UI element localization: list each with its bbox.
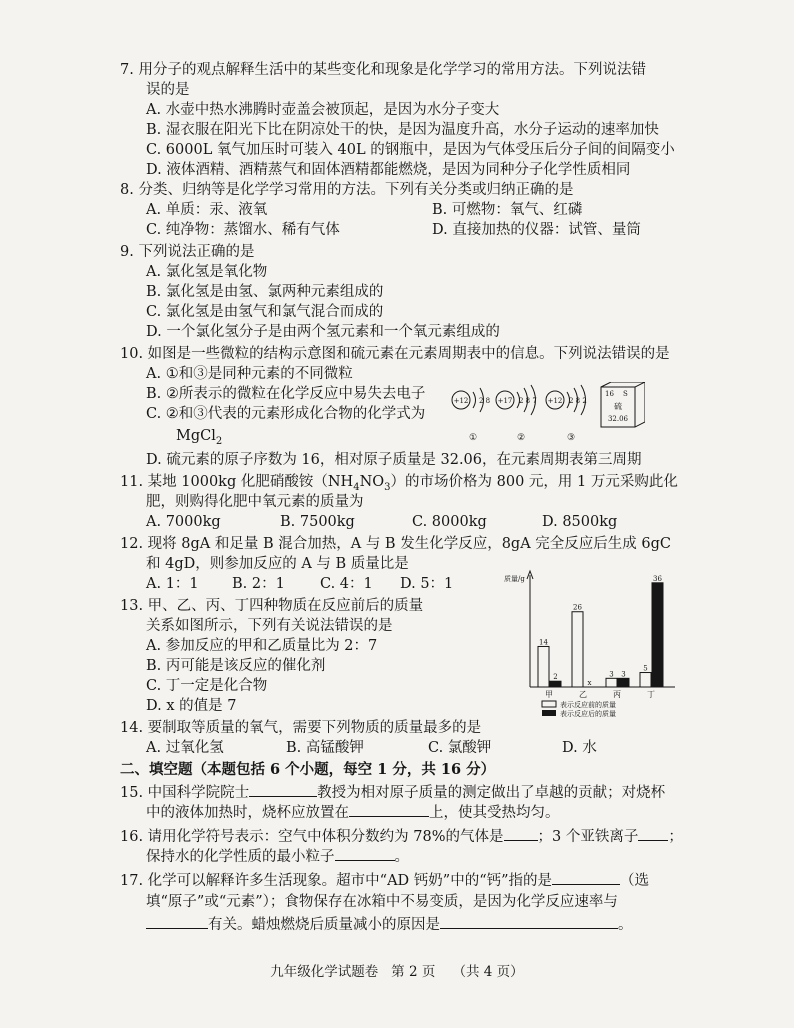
legend-before-swatch [542, 701, 556, 707]
q8-option-d: D. 直接加热的仪器：试管、量筒 [432, 222, 641, 238]
q8-option-c: C. 纯净物：蒸馏水、稀有气体 [146, 222, 340, 238]
bar-before-3 [606, 678, 617, 687]
svg-text:+17: +17 [497, 397, 513, 405]
q8-option-a: A. 单质：汞、液氧 [146, 202, 268, 218]
category-label-2: 乙 [579, 690, 587, 699]
q12-option-c: C. 4：1 [320, 576, 373, 592]
legend-after-swatch [542, 710, 556, 716]
atom-diagram-2 [496, 385, 537, 443]
category-label-3: 丙 [613, 690, 621, 699]
svg-text:②: ② [517, 433, 526, 443]
q10-option-c: C. ②和③代表的元素形成化合物的化学式为 [146, 406, 426, 422]
svg-text:S: S [623, 390, 628, 398]
atom-diagram-3 [546, 385, 587, 443]
atom-diagram-1 [452, 388, 490, 443]
sulfur-element-cell [601, 382, 645, 427]
q16-line1: 16. 请用化学符号表示：空气中体积分数约为 78%的气体是 ；3 个亚铁离子 ； [120, 826, 683, 847]
bar-after-4 [652, 583, 663, 687]
q14-stem: 14. 要制取等质量的氧气，需要下列物质的质量最多的是 [120, 720, 482, 736]
footer-page: 第 2 页 [391, 964, 436, 980]
q17-line2: 填“原子”或“元素”）；食物保存在冰箱中不易变质，是因为化学反应速率与 [146, 894, 618, 910]
q13-option-d: D. x 的值是 7 [146, 698, 237, 714]
q11-stem: 11. 某地 1000kg 化肥硝酸铵$(NH_4NO_3)$的市场价格为 800 元，用 1 万元采购此化 [120, 474, 678, 493]
legend-after-label: 表示反应后的质量 [560, 710, 616, 717]
q9-stem: 9. 下列说法正确的是 [120, 244, 255, 260]
q17-line1: 17. 化学可以解释许多生活现象。超市中“AD 钙奶”中的“钙”指的是 （选 [120, 870, 649, 891]
svg-text:16: 16 [605, 390, 614, 398]
page-footer [0, 960, 794, 980]
bar-label-before-3: 3 [609, 670, 614, 679]
q16-line2: 保持水的化学性质的最小粒子 。 [146, 846, 409, 867]
q14-option-b: B. 高锰酸钾 [286, 740, 364, 756]
bar-after-1 [550, 681, 561, 687]
svg-text:2 8 2: 2 8 2 [569, 397, 587, 405]
bar-after-3 [618, 678, 629, 687]
q8-stem: 8. 分类、归纳等是化学学习常用的方法。下列有关分类或归纳正确的是 [120, 182, 574, 198]
q15-line2: 中的液体加热时，烧杯应放置在 上，使其受热均匀。 [146, 802, 560, 823]
q14-option-c: C. 氯酸钾 [428, 740, 492, 756]
q12-option-d: D. 5：1 [400, 576, 454, 592]
footer-title: 九年级化学试题卷 [270, 964, 379, 980]
category-label-1: 甲 [545, 690, 553, 699]
q13-stem-cont: 关系如图所示，下列有关说法错误的是 [146, 618, 393, 634]
q10-option-d: D. 硫元素的原子序数为 16，相对原子质量是 32.06，在元素周期表第三周期 [146, 452, 642, 468]
q17-line3: 有关。蜡烛燃烧后质量减小的原因是 。 [146, 914, 633, 935]
q12-stem: 12. 现将 8gA 和足量 B 混合加热，A 与 B 发生化学反应，8gA 完全反应后生成 6gC [120, 536, 671, 552]
q10-stem: 10. 如图是一些微粒的结构示意图和硫元素在元素周期表中的信息。下列说法错误的是 [120, 346, 670, 362]
q17-blank-3[interactable] [440, 914, 618, 929]
q7-option-a: A. 水壶中热水沸腾时壶盖会被顶起，是因为水分子变大 [146, 102, 500, 118]
q11-option-c: C. 8000kg [412, 514, 487, 530]
q16-blank-1[interactable] [504, 826, 538, 841]
q14-option-d: D. 水 [562, 740, 597, 756]
bar-before-1 [538, 646, 549, 687]
svg-text:2 8 7: 2 8 7 [519, 397, 537, 405]
q16-blank-3[interactable] [335, 846, 395, 861]
mass-bar-chart [500, 567, 680, 717]
q7-option-b: B. 湿衣服在阳光下比在阴凉处干的快，是因为温度升高，水分子运动的速率加快 [146, 122, 659, 138]
bar-before-2 [572, 612, 583, 687]
q10-option-c-formula: MgCl$_2$ [176, 428, 223, 447]
q7-option-c: C. 6000L 氧气加压时可装入 40L 的钢瓶中，是因为气体受压后分子间的间隔变小 [146, 142, 675, 158]
bar-label-after-3: 3 [621, 670, 626, 679]
q10-option-a: A. ①和③是同种元素的不同微粒 [146, 366, 353, 382]
svg-text:硫: 硫 [614, 402, 622, 411]
q15-blank-2[interactable] [349, 802, 429, 817]
q9-option-d: D. 一个氯化氢分子是由两个氢元素和一个氧元素组成的 [146, 324, 500, 340]
svg-text:32.06: 32.06 [607, 415, 629, 423]
q9-option-c: C. 氯化氢是由氢气和氯气混合而成的 [146, 304, 384, 320]
q13-option-b: B. 丙可能是该反应的催化剂 [146, 658, 326, 674]
q17-blank-1[interactable] [552, 870, 620, 885]
q12-option-a: A. 1：1 [146, 576, 199, 592]
svg-text:+12: +12 [547, 397, 563, 405]
bar-label-before-4: 5 [643, 664, 648, 673]
footer-total: （共 4 页） [452, 964, 524, 980]
q16-blank-2[interactable] [638, 826, 668, 841]
category-label-4: 丁 [647, 690, 655, 699]
bar-label-after-4: 36 [653, 574, 662, 583]
q12-option-b: B. 2：1 [232, 576, 285, 592]
q7-stem-cont: 误的是 [146, 82, 190, 98]
bar-before-4 [640, 673, 651, 687]
q11-option-d: D. 8500kg [542, 514, 618, 530]
q7-option-d: D. 液体酒精、酒精蒸气和固体酒精都能燃烧，是因为同种分子化学性质相同 [146, 162, 631, 178]
q13-option-a: A. 参加反应的甲和乙质量比为 2：7 [146, 638, 378, 654]
q7-stem: 7. 用分子的观点解释生活中的某些变化和现象是化学学习的常用方法。下列说法错 [120, 62, 646, 78]
section-2-title: 二、填空题（本题包括 6 个小题，每空 1 分，共 16 分） [120, 761, 496, 778]
q11-stem-cont: 肥，则购得化肥中氧元素的质量为 [146, 494, 364, 510]
legend-before-label: 表示反应前的质量 [560, 701, 616, 709]
q15-line1: 15. 中国科学院院士 教授为相对原子质量的测定做出了卓越的贡献；对烧杯 [120, 782, 665, 803]
q11-option-a: A. 7000kg [146, 514, 221, 530]
bar-label-before-2: 26 [573, 603, 582, 612]
q13-option-c: C. 丁一定是化合物 [146, 678, 268, 694]
q11-option-b: B. 7500kg [280, 514, 355, 530]
bar-label-after-2: x [587, 679, 592, 687]
bar-label-after-1: 2 [553, 673, 558, 682]
q8-option-b: B. 可燃物：氧气、红磷 [432, 202, 583, 218]
svg-text:①: ① [469, 433, 478, 443]
q14-option-a: A. 过氧化氢 [146, 740, 224, 756]
q13-stem: 13. 甲、乙、丙、丁四种物质在反应前后的质量 [120, 598, 424, 614]
y-axis-label: 质量/g [504, 575, 525, 583]
q17-blank-2[interactable] [146, 914, 208, 929]
atom-structure-diagrams [449, 382, 645, 452]
svg-text:2 8: 2 8 [479, 397, 491, 405]
q9-option-b: B. 氯化氢是由氢、氯两种元素组成的 [146, 284, 384, 300]
q10-option-b: B. ②所表示的微粒在化学反应中易失去电子 [146, 386, 426, 402]
svg-text:③: ③ [567, 433, 576, 443]
chart-legend [542, 700, 616, 717]
q12-stem-cont: 和 4gD，则参加反应的 A 与 B 质量比是 [146, 556, 409, 572]
q9-option-a: A. 氯化氢是氧化物 [146, 264, 268, 280]
bar-label-before-1: 14 [539, 638, 548, 647]
q15-blank-1[interactable] [249, 782, 317, 797]
svg-text:+12: +12 [453, 397, 469, 405]
